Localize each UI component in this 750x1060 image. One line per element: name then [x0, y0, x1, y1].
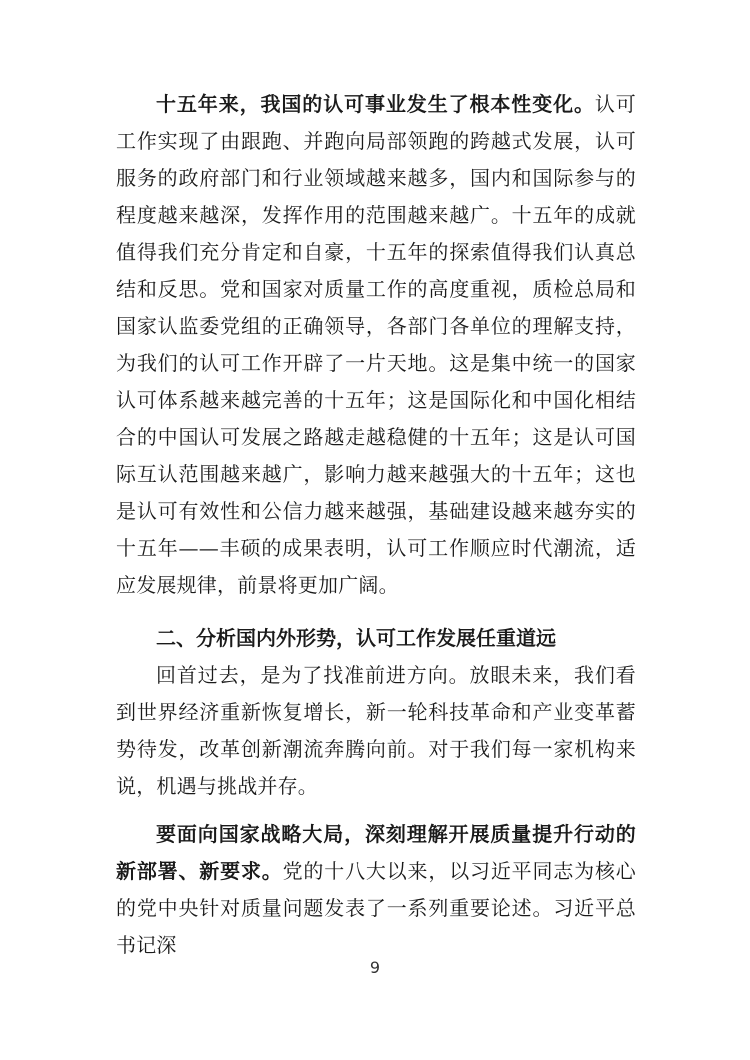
paragraph-achievements	[116, 86, 636, 604]
document-page	[116, 86, 636, 964]
paragraph-lead-bold: 十五年来，我国的认可事业发生了根本性变化。	[156, 92, 595, 116]
paragraph-national-strategy	[116, 816, 636, 964]
paragraph-body: 党的十八大以来，以习近平同志为核心的党中央针对质量问题发表了一系列重要论述。习近平总书记深	[116, 859, 636, 957]
section-heading-2: 二、分析国内外形势，认可工作发展任重道远	[156, 626, 556, 650]
paragraph-lead-bold: 要面向国家战略大局，深刻理解开展质量提升行动的新部署、新要求。	[116, 822, 636, 883]
page-number: 9	[369, 958, 381, 977]
paragraph-outlook: 回首过去，是为了找准前进方向。放眼未来，我们看到世界经济重新恢复增长，新一轮科技革命和产业变革蓄势待发，改革创新潮流奔腾向前。对于我们每一家机构来说，机遇与挑战并存。	[116, 663, 636, 798]
paragraph-body: 认可工作实现了由跟跑、并跑向局部领跑的跨越式发展，认可服务的政府部门和行业领域越来越多，国内和国际参与的程度越来越深，发挥作用的范围越来越广。十五年的成就值得我们充分肯定和自豪，十五年的探索值得我们认真总结和反思。党和国家对质量工作的高度重视，质检总局和国家认监委党组的正确领导，各部门各单位的理解支持，为我们的认可工作开辟了一片天地。这是集中统一的国家认可体系越来越完善的十五年；这是国际化和中国化相结合的中国认可发展之路越走越稳健的十五年；这是认可国际互认范围越来越广，影响力越来越强大的十五年；这也是认可有效性和公信力越来越强，基础建设越来越夯实的十五年——丰硕的成果表明，认可工作顺应时代潮流，适应发展规律，前景将更加广阔。	[116, 92, 636, 597]
